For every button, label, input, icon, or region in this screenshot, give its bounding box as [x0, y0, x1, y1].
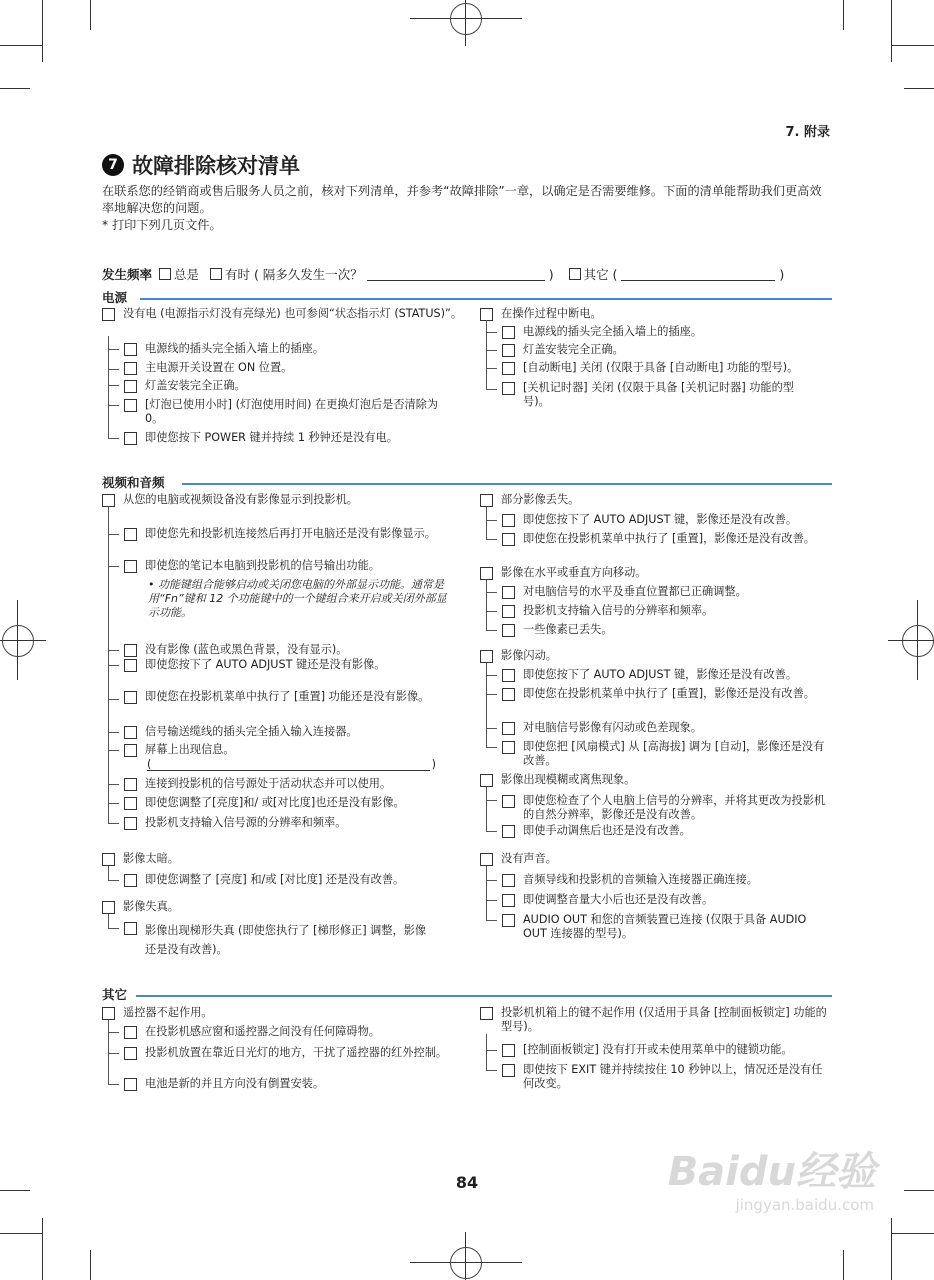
- checkbox[interactable]: [124, 778, 137, 791]
- tree-line: [486, 787, 487, 831]
- checklist-subitem: [502, 585, 832, 599]
- tree-line: [108, 866, 109, 880]
- checklist-subitem: [502, 381, 812, 409]
- checklist-subitem: [124, 816, 454, 830]
- page-number: 84: [455, 1173, 479, 1192]
- always-checkbox[interactable]: [159, 268, 171, 280]
- item-text: [灯泡已使用小时] (灯泡使用时间) 在更换灯泡后是否清除为 0。: [145, 398, 439, 425]
- checklist-item: [102, 852, 462, 866]
- checkbox[interactable]: [502, 382, 515, 395]
- checkbox[interactable]: [502, 874, 515, 887]
- item-text: 即使您先和投影机连接然后再打开电脑还是没有影像显示。: [145, 527, 436, 540]
- item-text: 即使您按下 POWER 键并持续 1 秒钟还是没有电。: [145, 431, 398, 444]
- other-heading: 其它: [102, 987, 128, 1002]
- checklist-subitem: [124, 643, 454, 657]
- checkbox[interactable]: [502, 1064, 515, 1077]
- checklist-subitem: [502, 325, 832, 339]
- checkbox[interactable]: [124, 726, 137, 739]
- item-text: 即使按下 EXIT 键并持续按住 10 秒钟以上，情况还是没有任何改变。: [523, 1063, 823, 1090]
- tree-line: [108, 336, 109, 438]
- checkbox[interactable]: [502, 344, 515, 357]
- checkbox[interactable]: [502, 514, 515, 527]
- checklist-item: [480, 307, 830, 321]
- checkbox[interactable]: [124, 560, 137, 573]
- checkbox[interactable]: [480, 650, 493, 663]
- checklist-subitem: [502, 740, 832, 768]
- baidu-watermark-url: jingyan.baidu.com: [735, 1196, 874, 1214]
- item-text: AUDIO OUT 和您的音频装置已连接 (仅限于具备 AUDIO OUT 连接器的型号)。: [523, 913, 807, 940]
- other-field[interactable]: [621, 268, 775, 281]
- checkbox[interactable]: [502, 326, 515, 339]
- item-text: [自动断电] 关闭 (仅限于具备 [自动断电] 功能的型号)。: [523, 361, 799, 374]
- note-text: 功能键组合能够启动或关闭您电脑的外部显示功能。通常是用“Fn”键和 12 个功能键中的一个键组合来开启或关闭外部显示功能。: [148, 578, 447, 619]
- checkbox[interactable]: [502, 533, 515, 546]
- checkbox[interactable]: [124, 1078, 137, 1091]
- tree-line: [486, 866, 487, 920]
- tree-line: [108, 914, 109, 928]
- checklist-subitem: [502, 893, 832, 907]
- item-text: 电池是新的并且方向没有倒置安装。: [145, 1077, 325, 1090]
- checkbox[interactable]: [124, 817, 137, 830]
- intro-paragraph: 在联系您的经销商或售后服务人员之前，核对下列清单，并参考“故障排除”一章，以确定是否需要维修。下面的清单能帮助我们更高效率地解决您的问题。: [102, 184, 822, 215]
- item-text: 即使您把 [风扇模式] 从 [高海拔] 调为 [自动]，影像还是没有改善。: [523, 740, 825, 767]
- checkbox[interactable]: [502, 825, 515, 838]
- checkbox[interactable]: [124, 797, 137, 810]
- checkbox[interactable]: [502, 688, 515, 701]
- item-text: 电源线的插头完全插入墙上的插座。: [523, 325, 703, 338]
- av-heading: 视频和音频: [102, 475, 165, 490]
- checklist-item: [102, 307, 462, 321]
- item-text: 灯盖安装完全正确。: [523, 343, 624, 356]
- sometimes-label: 有时 ( 隔多久发生一次？: [224, 267, 363, 282]
- sometimes-checkbox[interactable]: [210, 268, 222, 280]
- checkbox[interactable]: [480, 853, 493, 866]
- item-text: 即使您按下了 AUTO ADJUST 键，影像还是没有改善。: [523, 668, 798, 681]
- item-text: 即使您在投影机菜单中执行了 [重置] 功能还是没有影像。: [145, 690, 430, 703]
- checklist-subitem: [502, 668, 832, 682]
- checklist-subitem: [502, 913, 822, 941]
- checklist-subitem: [502, 343, 832, 357]
- checklist-subitem: [124, 725, 454, 739]
- checkbox[interactable]: [102, 308, 115, 321]
- fn-key-note: • 功能键组合能够启动或关闭您电脑的外部显示功能。通常是用“Fn”键和 12 个功能键中的一个键组合来开启或关闭外部显示功能。: [148, 578, 447, 619]
- checklist-subitem: [502, 1063, 832, 1091]
- checkbox[interactable]: [102, 1007, 115, 1020]
- checkbox[interactable]: [124, 659, 137, 672]
- checkbox[interactable]: [480, 494, 493, 507]
- checklist-subitem: [124, 1046, 454, 1060]
- checkbox[interactable]: [102, 853, 115, 866]
- checkbox[interactable]: [502, 669, 515, 682]
- checklist-subitem: [124, 527, 454, 541]
- item-text: 没有影像 (蓝色或黑色背景，没有显示)。: [145, 643, 348, 656]
- item-text: 音频导线和投影机的音频输入连接器正确连接。: [523, 873, 758, 886]
- checklist-item: [480, 566, 830, 580]
- item-text: 投影机放置在靠近日光灯的地方，干扰了遥控器的红外控制。: [145, 1046, 448, 1059]
- checklist-item: [102, 493, 462, 507]
- sometimes-field[interactable]: [367, 268, 545, 281]
- tree-line: [486, 320, 487, 390]
- item-text: 即使您检查了个人电脑上信号的分辨率，并将其更改为投影机的自然分辨率，影像还是没有改善。: [523, 794, 826, 821]
- item-text: 连接到投影机的信号源处于活动状态并可以使用。: [145, 777, 392, 790]
- item-text: 没有声音。: [501, 852, 557, 865]
- checklist-subitem: [502, 532, 832, 546]
- power-heading: 电源: [102, 290, 128, 305]
- checkbox[interactable]: [502, 586, 515, 599]
- checklist-item: [102, 900, 462, 914]
- item-text: 没有电 (电源指示灯没有亮绿光) 也可参阅“状态指示灯 (STATUS)”。: [123, 307, 463, 320]
- checklist-subitem: [502, 824, 832, 838]
- item-text: 即使您调整了[亮度]和/ 或[对比度]也还是没有影像。: [145, 796, 405, 809]
- checkbox[interactable]: [480, 774, 493, 787]
- checkbox[interactable]: [124, 380, 137, 393]
- checkbox[interactable]: [124, 1026, 137, 1039]
- paren-close: ): [431, 758, 436, 771]
- checkbox[interactable]: [502, 741, 515, 754]
- checklist-item: [480, 773, 830, 787]
- checkbox[interactable]: [124, 362, 137, 375]
- item-text: 在投影机感应窗和遥控器之间没有任何障碍物。: [145, 1025, 380, 1038]
- item-text: 从您的电脑或视频设备没有影像显示到投影机。: [123, 493, 358, 506]
- paren-open: (: [147, 758, 152, 771]
- section-title-text: 故障排除核对清单: [132, 154, 300, 178]
- item-text: 投影机支持输入信号源的分辨率和频率。: [145, 816, 347, 829]
- checklist-subitem: [124, 431, 464, 445]
- checkbox[interactable]: [124, 922, 137, 935]
- item-text: 部分影像丢失。: [501, 493, 580, 506]
- section-number-badge: 7: [102, 154, 124, 176]
- checklist-subitem: [124, 690, 454, 704]
- checkbox[interactable]: [102, 494, 115, 507]
- always-label: 总是: [174, 267, 200, 282]
- item-text: 主电源开关设置在 ON 位置。: [145, 361, 293, 374]
- tree-line: [486, 507, 487, 539]
- item-text: 电源线的插头完全插入墙上的插座。: [145, 342, 325, 355]
- checklist-item: [480, 649, 830, 663]
- other-checkbox[interactable]: [569, 268, 581, 280]
- item-text: 遥控器不起作用。: [123, 1006, 213, 1019]
- item-text: 即使您按下了 AUTO ADJUST 键还是没有影像。: [145, 658, 386, 671]
- checkbox[interactable]: [502, 914, 515, 927]
- item-text: 影像在水平或垂直方向移动。: [501, 566, 647, 579]
- checkbox[interactable]: [124, 343, 137, 356]
- item-text: 即使您在投影机菜单中执行了 [重置]，影像还是没有改善。: [523, 532, 815, 545]
- item-text: 对电脑信号的水平及垂直位置都已正确调整。: [523, 585, 747, 598]
- checklist-subitem: [124, 361, 464, 375]
- item-text: 影像太暗。: [123, 852, 179, 865]
- checklist-item: [102, 1006, 462, 1020]
- chapter-header: 7. 附录: [785, 125, 830, 140]
- checklist-subitem: [124, 1025, 454, 1039]
- item-text: 一些像素已丢失。: [523, 623, 613, 636]
- item-text: 即使您在投影机菜单中执行了 [重置]，影像还是没有改善。: [523, 687, 815, 700]
- intro-print-note: * 打印下列几页文件。: [102, 218, 222, 232]
- section-divider: [182, 483, 832, 485]
- frequency-row: [102, 265, 784, 283]
- item-text: 影像出现梯形失真 (即使您执行了 [梯形修正] 调整，影像还是没有改善)。: [145, 924, 427, 956]
- checklist-subitem: [502, 873, 832, 887]
- item-text: 屏幕上出现信息。: [145, 743, 235, 756]
- page-title: [102, 150, 300, 180]
- checkbox[interactable]: [502, 1044, 515, 1057]
- checkbox[interactable]: [502, 362, 515, 375]
- checkbox[interactable]: [502, 722, 515, 735]
- checkbox[interactable]: [124, 432, 137, 445]
- checkbox[interactable]: [124, 1047, 137, 1060]
- tree-line: [486, 1034, 487, 1070]
- checklist-subitem: [124, 777, 454, 791]
- item-text: 投影机支持输入信号的分辨率和频率。: [523, 604, 714, 617]
- item-text: [关机记时器] 关闭 (仅限于具备 [关机记时器] 功能的型号)。: [523, 381, 794, 408]
- checkbox[interactable]: [102, 901, 115, 914]
- checklist-item: [480, 493, 830, 507]
- checklist-subitem: [124, 658, 454, 672]
- item-text: 即使您按下了 AUTO ADJUST 键，影像还是没有改善。: [523, 513, 798, 526]
- checkbox[interactable]: [124, 874, 137, 887]
- tree-line: [108, 1020, 109, 1084]
- item-text: 影像闪动。: [501, 649, 557, 662]
- checklist-subitem: [502, 687, 832, 701]
- checklist-subitem: [124, 398, 454, 426]
- checklist-subitem: [124, 873, 454, 887]
- checkbox[interactable]: [124, 691, 137, 704]
- checkbox[interactable]: [502, 894, 515, 907]
- section-divider: [140, 298, 832, 300]
- checklist-subitem: [502, 721, 832, 735]
- checklist-subitem: [124, 921, 434, 959]
- paren-close: ): [548, 267, 554, 282]
- checklist-subitem: [124, 342, 464, 356]
- checklist-subitem: [124, 559, 454, 573]
- baidu-watermark-logo: Baidu经验: [667, 1149, 876, 1195]
- checkbox[interactable]: [480, 567, 493, 580]
- frequency-label: 发生频率: [102, 267, 153, 282]
- section-divider: [136, 995, 832, 997]
- item-text: 即使您调整了 [亮度] 和/或 [对比度] 还是没有改善。: [145, 873, 405, 886]
- checkbox[interactable]: [502, 605, 515, 618]
- item-text: 即使手动调焦后也还是没有改善。: [523, 824, 691, 837]
- paren-close: ): [779, 267, 785, 282]
- item-text: 对电脑信号影像有闪动或色差现象。: [523, 721, 703, 734]
- checkbox[interactable]: [124, 644, 137, 657]
- checklist-subitem: [124, 1077, 454, 1091]
- item-text: [控制面板锁定] 没有打开或未使用菜单中的键锁功能。: [523, 1043, 793, 1056]
- checklist-subitem: [502, 794, 832, 822]
- checkbox[interactable]: [124, 528, 137, 541]
- item-text: 即使您的笔记本电脑到投影机的信号输出功能。: [145, 559, 380, 572]
- checkbox[interactable]: [124, 399, 137, 412]
- checklist-subitem: [502, 1043, 832, 1057]
- item-text: 即使调整音量大小后也还是没有改善。: [523, 893, 714, 906]
- checklist-subitem: [502, 623, 832, 637]
- checklist-subitem: [502, 361, 832, 375]
- item-text: 影像失真。: [123, 900, 179, 913]
- intro-text: [102, 183, 832, 234]
- checkbox[interactable]: [502, 795, 515, 808]
- checklist-subitem: [124, 796, 454, 810]
- tree-line: [486, 580, 487, 630]
- item-text: 在操作过程中断电。: [501, 307, 602, 320]
- message-field[interactable]: [147, 758, 436, 771]
- item-text: 灯盖安装完全正确。: [145, 379, 246, 392]
- checklist-subitem: [124, 743, 454, 757]
- checklist-subitem: [502, 604, 832, 618]
- checklist-item: [480, 1006, 832, 1034]
- checklist-subitem: [124, 379, 464, 393]
- item-text: 影像出现模糊或离焦现象。: [501, 773, 636, 786]
- checkbox[interactable]: [480, 1007, 493, 1020]
- checklist-item: [480, 852, 830, 866]
- other-label: 其它 (: [583, 267, 618, 282]
- item-text: 信号输送缆线的插头完全插入输入连接器。: [145, 725, 358, 738]
- item-text: 投影机机箱上的键不起作用 (仅适用于具备 [控制面板锁定] 功能的型号)。: [501, 1006, 827, 1033]
- checkbox[interactable]: [124, 744, 137, 757]
- checkbox[interactable]: [502, 624, 515, 637]
- checklist-subitem: [502, 513, 832, 527]
